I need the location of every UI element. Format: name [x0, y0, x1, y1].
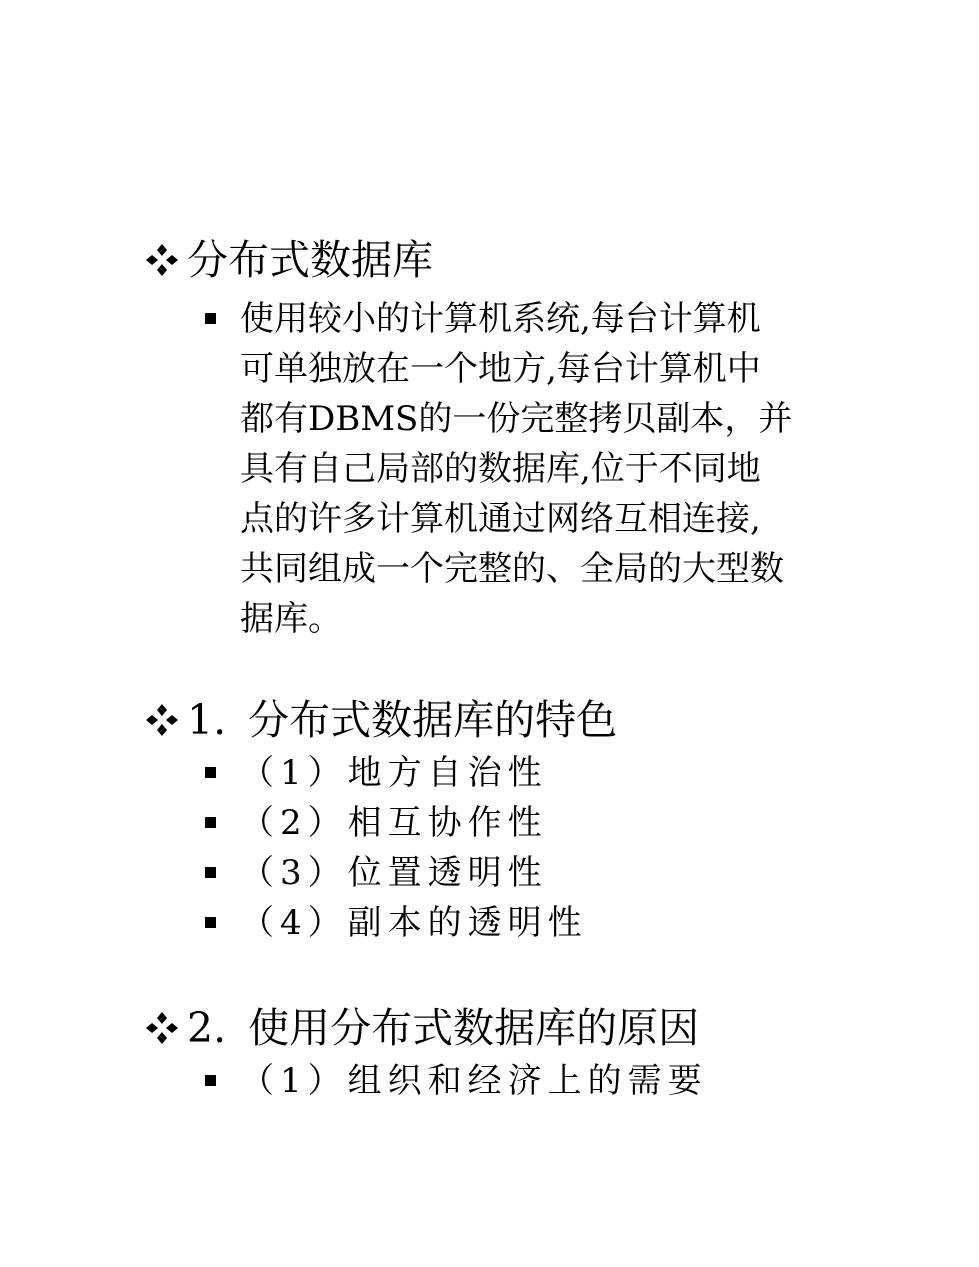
list-item-text: （1）地方自治性	[240, 753, 548, 793]
square-bullet-icon	[205, 817, 216, 828]
section-reasons	[145, 1000, 865, 1106]
section-number: 1.	[187, 696, 227, 744]
reason-list	[145, 1056, 865, 1106]
paragraph-line: 点的许多计算机通过网络互相连接,	[240, 499, 761, 539]
square-bullet-icon	[205, 1075, 216, 1086]
square-bullet-icon	[205, 767, 216, 778]
section-heading-text: 分布式数据库	[187, 236, 433, 284]
paragraph-line: 使用较小的计算机系统,每台计算机	[240, 299, 761, 339]
section-paragraph	[145, 294, 865, 644]
square-bullet-icon	[205, 867, 216, 878]
list-item-text: （1）组织和经济上的需要	[240, 1061, 708, 1101]
list-item-text: （3）位置透明性	[240, 853, 548, 893]
section-distributed-database	[145, 232, 865, 644]
list-item	[145, 848, 865, 898]
list-item-text: （2）相互协作性	[240, 803, 548, 843]
list-item	[145, 898, 865, 948]
section-heading-text: 分布式数据库的特色	[248, 696, 618, 744]
list-item	[145, 1056, 865, 1106]
paragraph-line: 可单独放在一个地方,每台计算机中	[240, 349, 761, 389]
section-heading	[145, 232, 865, 288]
paragraph-line: 都有DBMS的一份完整拷贝副本，并	[240, 399, 793, 439]
diamond-cluster-icon	[145, 1011, 187, 1045]
diamond-cluster-icon	[145, 703, 187, 737]
list-item	[145, 798, 865, 848]
list-item	[145, 748, 865, 798]
paragraph-line: 共同组成一个完整的、全局的大型数	[240, 549, 784, 589]
paragraph-line: 具有自己局部的数据库,位于不同地	[240, 449, 761, 489]
square-bullet-icon	[205, 313, 216, 324]
list-item-text: （4）副本的透明性	[240, 903, 588, 943]
section-number: 2.	[187, 1004, 227, 1052]
section-heading-text: 使用分布式数据库的原因	[248, 1004, 700, 1052]
feature-list	[145, 748, 865, 948]
section-features	[145, 692, 865, 948]
square-bullet-icon	[205, 917, 216, 928]
paragraph-line: 据库。	[240, 599, 342, 639]
section-heading	[145, 692, 865, 748]
diamond-cluster-icon	[145, 243, 187, 277]
section-heading	[145, 1000, 865, 1056]
